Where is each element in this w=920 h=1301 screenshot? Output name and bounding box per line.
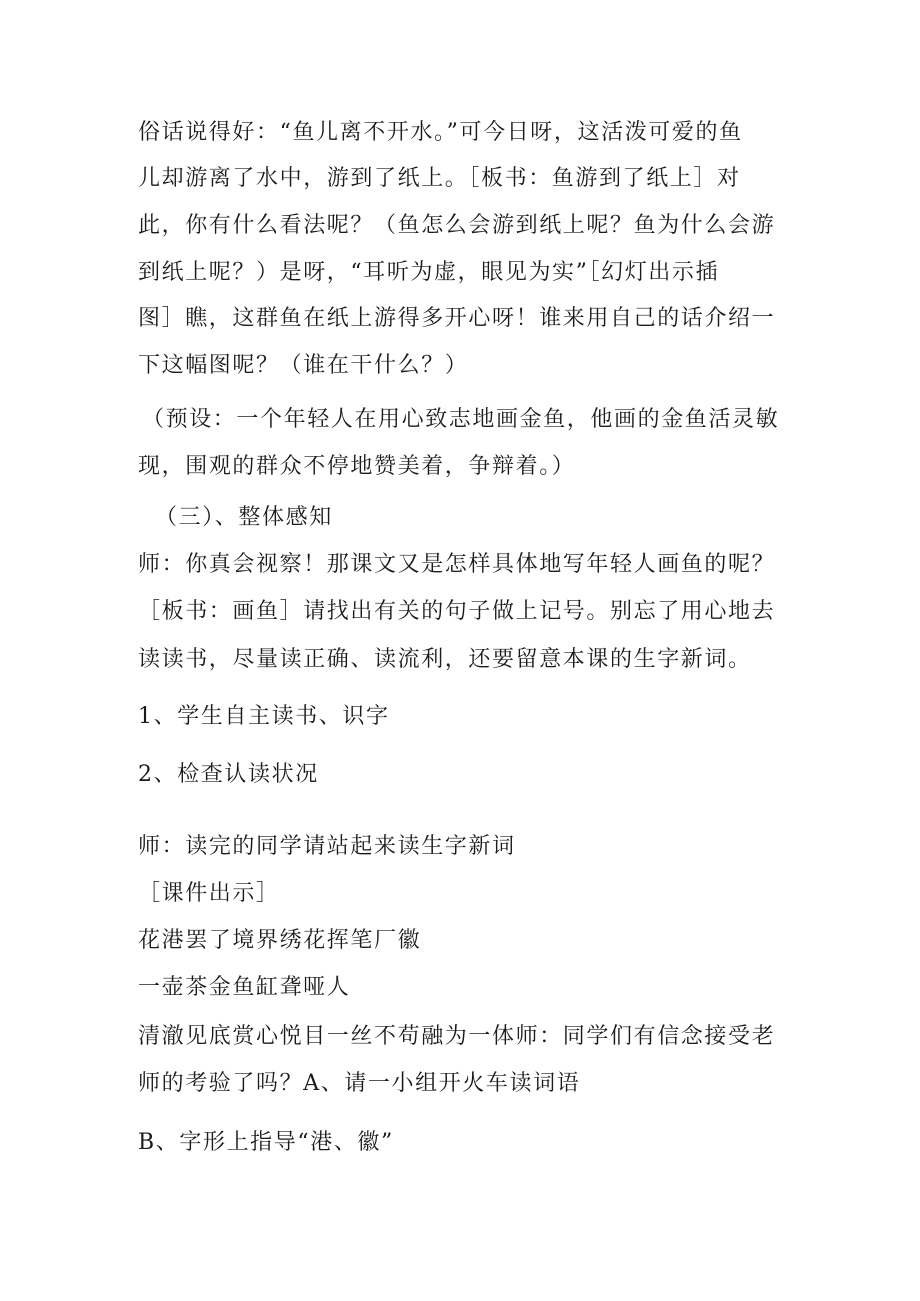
list-item: 2、检查认读状况: [138, 762, 319, 787]
paragraph-line: 师：你真会视察！那课文又是怎样具体地写年轻人画鱼的呢？: [138, 552, 776, 577]
paragraph-line: 一壶茶金鱼缸聋哑人: [138, 975, 351, 1000]
paragraph-line: 儿却游离了水中，游到了纸上。［板书：鱼游到了纸上］对: [138, 166, 741, 191]
paragraph-line: ［板书：画鱼］请找出有关的句子做上记号。别忘了用心地去: [138, 599, 776, 624]
list-item: 1、学生自主读书、识字: [138, 704, 390, 729]
section-heading: （三）、整体感知: [155, 505, 333, 530]
paragraph-line: 此，你有什么看法呢？（鱼怎么会游到纸上呢？鱼为什么会游: [138, 213, 776, 238]
paragraph-line: 现，围观的群众不停地赞美着，争辩着。）: [138, 454, 576, 479]
paragraph-line: 图］瞧，这群鱼在纸上游得多开心呀！谁来用自己的话介绍一: [138, 306, 776, 331]
paragraph-line: 师的考验了吗？A、请一小组开火车读词语: [138, 1071, 581, 1096]
paragraph-line: 花港罢了境界绣花挥笔厂徽: [138, 928, 422, 953]
paragraph-line: 师：读完的同学请站起来读生字新词: [138, 834, 516, 859]
paragraph-line: ［课件出示］: [138, 881, 280, 906]
paragraph-line: （预设：一个年轻人在用心致志地画金鱼，他画的金鱼活灵敏: [142, 407, 780, 432]
paragraph-line: 下这幅图呢？（谁在干什么？）: [138, 353, 469, 378]
paragraph-line: 读读书，尽量读正确、读流利，还要留意本课的生字新词。: [138, 647, 752, 672]
paragraph-line: 俗话说得好：“鱼儿离不开水。”可今日呀，这活泼可爱的鱼: [138, 120, 743, 145]
paragraph-line: 到纸上呢？）是呀，“耳听为虚，眼见为实”［幻灯出示插: [138, 260, 720, 285]
paragraph-line: 清澈见底赏心悦目一丝不苟融为一体师：同学们有信念接受老: [138, 1024, 776, 1049]
list-item: B、字形上指导“港、徽”: [138, 1130, 394, 1155]
